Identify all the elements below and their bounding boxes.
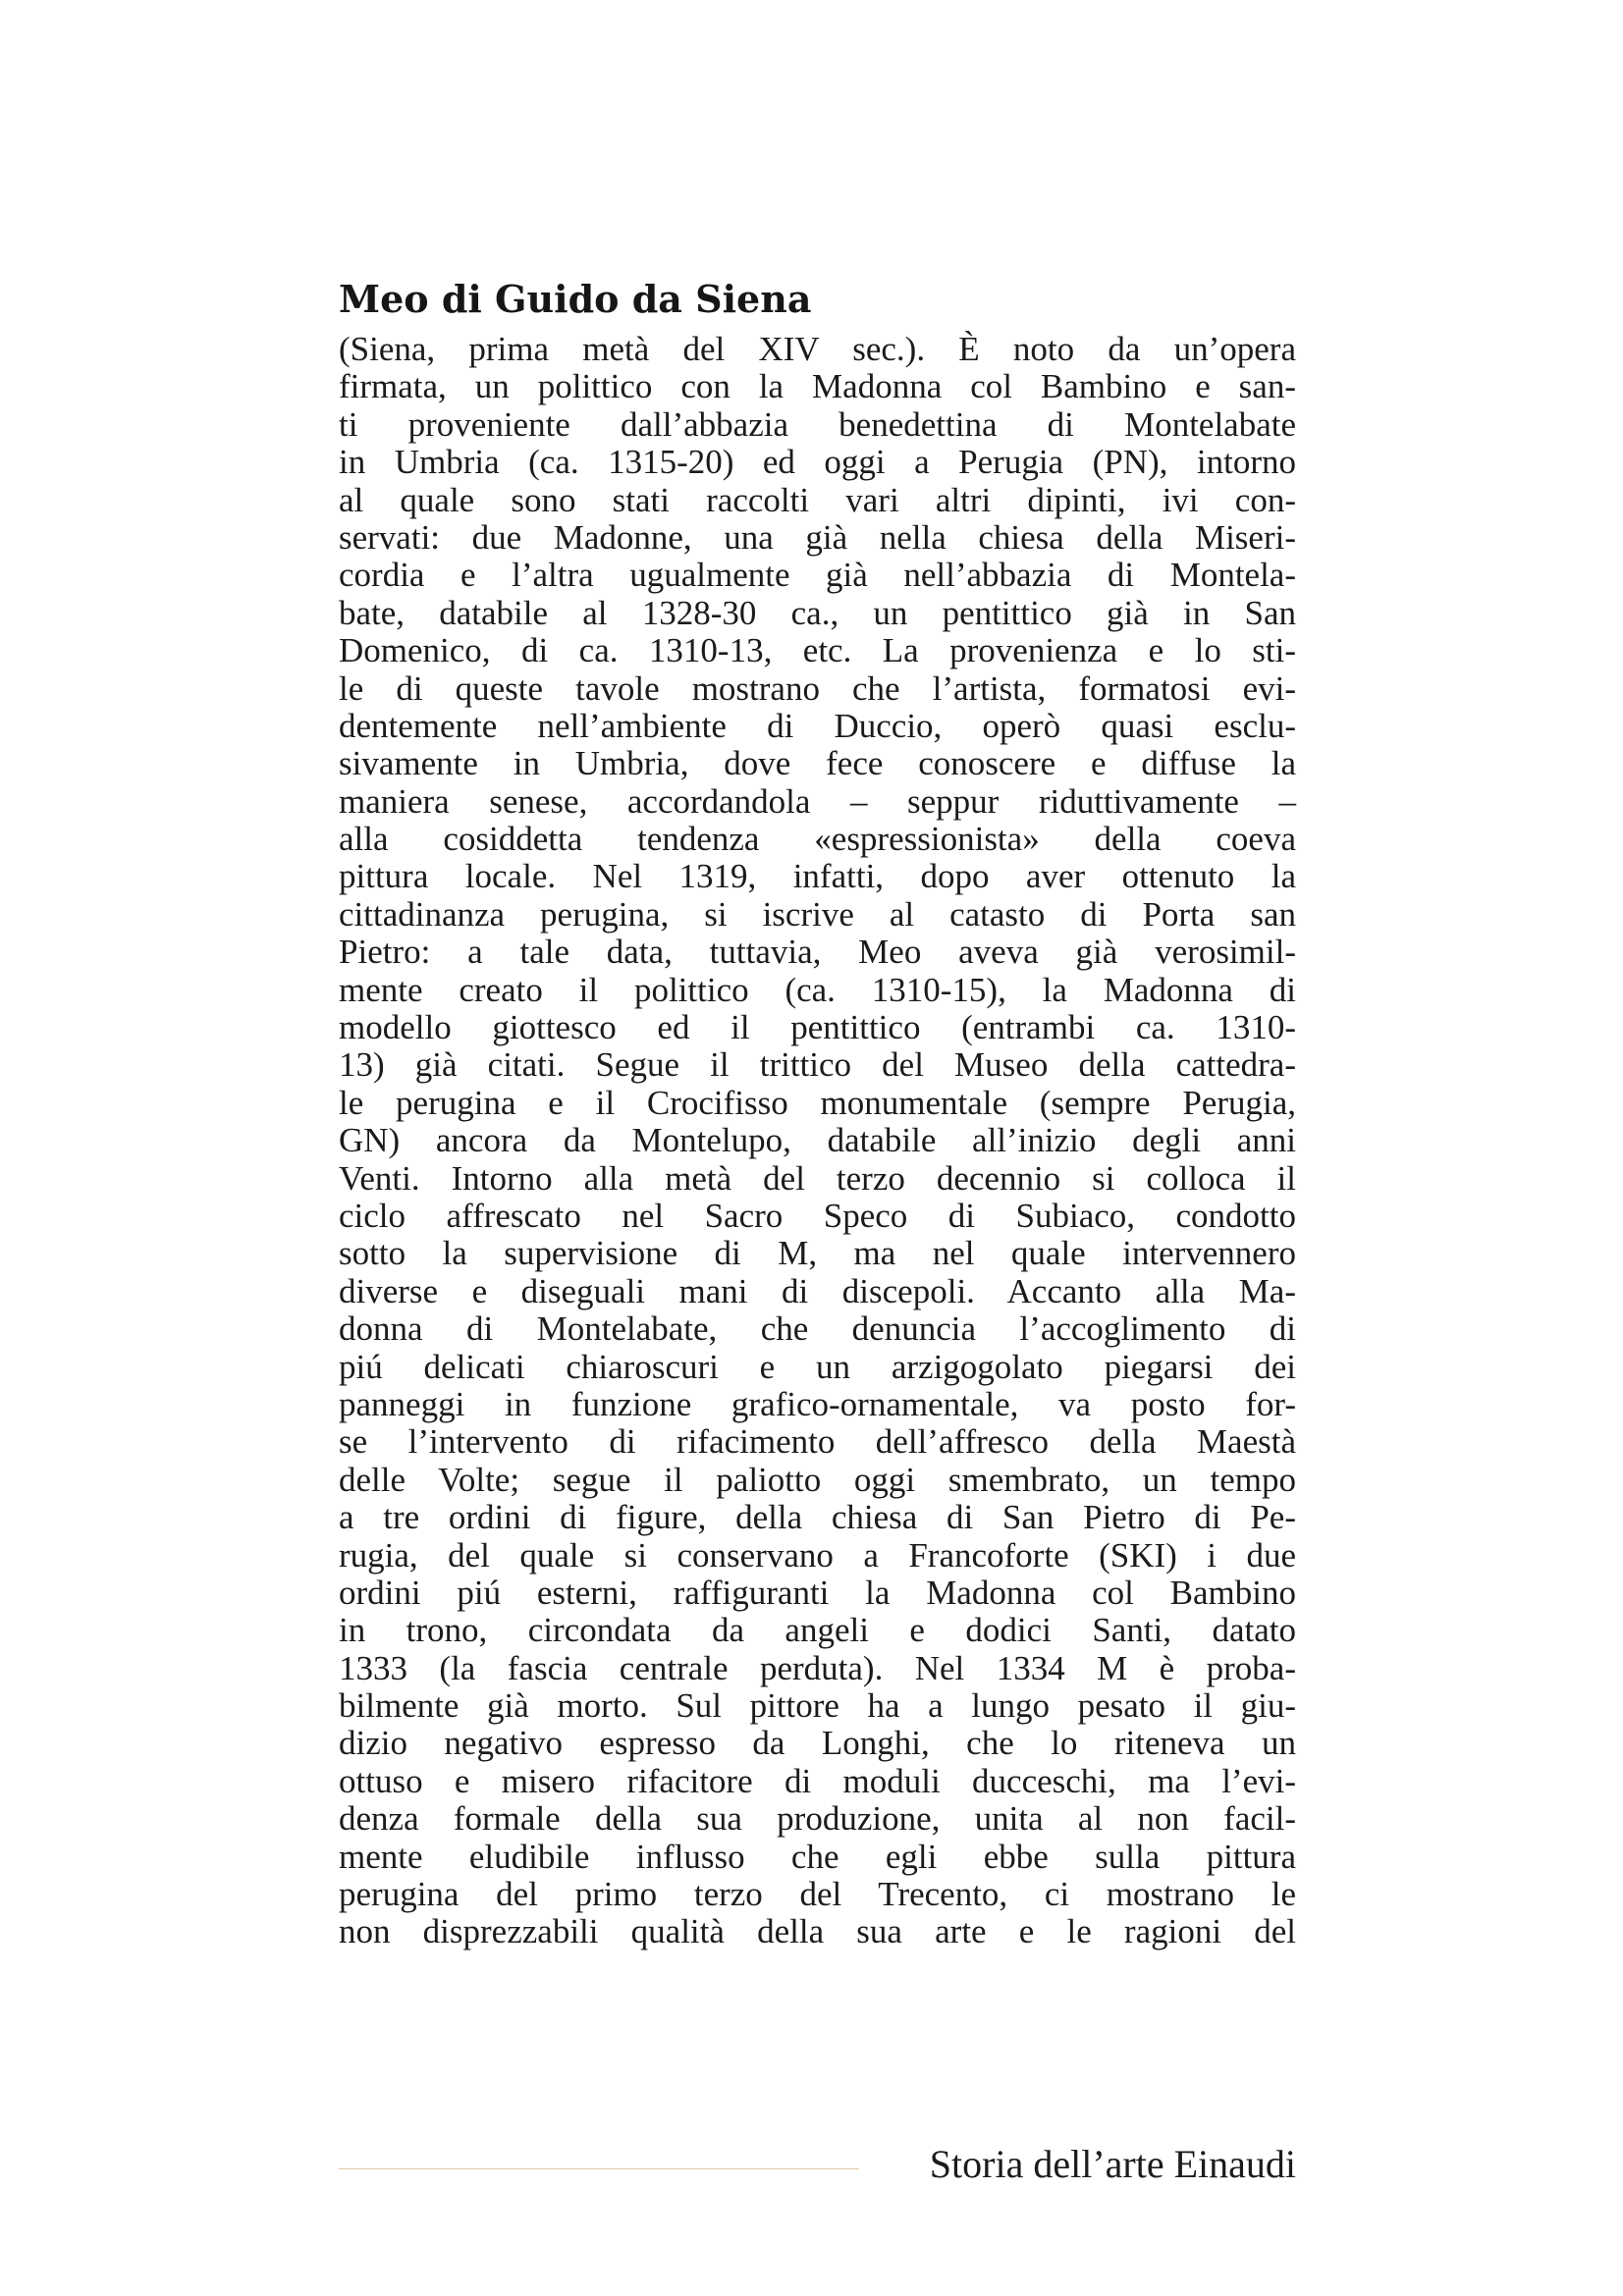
text-line: bate, databile al 1328-30 ca., un pentittico già in San bbox=[339, 593, 1296, 632]
text-line: donna di Montelabate, che denuncia l’accoglimento di bbox=[339, 1309, 1296, 1349]
text-line: (Siena, prima metà del XIV sec.). È noto da un’opera bbox=[339, 330, 1296, 368]
text-line: le perugina e il Crocifisso monumentale (sempre Perugia, bbox=[339, 1083, 1296, 1122]
text-line: ordini piú esterni, raffiguranti la Madonna col Bambino bbox=[339, 1573, 1296, 1612]
article-body bbox=[339, 331, 1296, 1951]
text-line: delle Volte; segue il paliotto oggi smembrato, un tempo bbox=[339, 1460, 1296, 1499]
text-line: Venti. Intorno alla metà del terzo decennio si colloca il bbox=[339, 1158, 1296, 1198]
page-footer bbox=[339, 2140, 1296, 2189]
text-line: cittadinanza perugina, si iscrive al catasto di Porta san bbox=[339, 894, 1296, 934]
text-line: alla cosiddetta tendenza «espressionista» della coeva bbox=[339, 820, 1296, 859]
text-line: se l’intervento di rifacimento dell’affresco della Maestà bbox=[339, 1422, 1296, 1462]
text-line: ti proveniente dall’abbazia benedettina di Montelabate bbox=[339, 404, 1296, 444]
text-line: sivamente in Umbria, dove fece conoscere e diffuse la bbox=[339, 744, 1296, 783]
text-line: GN) ancora da Montelupo, databile all’inizio degli anni bbox=[339, 1121, 1296, 1160]
text-line: sotto la supervisione di M, ma nel quale intervennero bbox=[339, 1234, 1296, 1273]
text-line: rugia, del quale si conservano a Francoforte (SKI) i due bbox=[339, 1535, 1296, 1575]
text-line: panneggi in funzione grafico-ornamentale, va posto for- bbox=[339, 1384, 1296, 1423]
text-line: non disprezzabili qualità della sua arte e le ragioni del bbox=[339, 1912, 1296, 1951]
text-line: ciclo affrescato nel Sacro Speco di Subiaco, condotto bbox=[339, 1196, 1296, 1235]
text-line: al quale sono stati raccolti vari altri dipinti, ivi con- bbox=[339, 480, 1296, 519]
text-line: in Umbria (ca. 1315-20) ed oggi a Perugia (PN), intorno bbox=[339, 443, 1296, 482]
footer-publication-title: Storia dell’arte Einaudi bbox=[929, 2142, 1296, 2186]
text-line: piú delicati chiaroscuri e un arzigogolato piegarsi dei bbox=[339, 1347, 1296, 1386]
text-line: a tre ordini di figure, della chiesa di San Pietro di Pe- bbox=[339, 1498, 1296, 1537]
text-line: perugina del primo terzo del Trecento, ci mostrano le bbox=[339, 1875, 1296, 1914]
text-line: in trono, circondata da angeli e dodici Santi, datato bbox=[339, 1611, 1296, 1650]
text-line: dentemente nell’ambiente di Duccio, operò quasi esclu- bbox=[339, 706, 1296, 745]
text-line: diverse e diseguali mani di discepoli. Accanto alla Ma- bbox=[339, 1271, 1296, 1310]
text-line: dizio negativo espresso da Longhi, che lo riteneva un bbox=[339, 1724, 1296, 1763]
text-line: mente eludibile influsso che egli ebbe sulla pittura bbox=[339, 1837, 1296, 1876]
text-line: pittura locale. Nel 1319, infatti, dopo aver ottenuto la bbox=[339, 857, 1296, 896]
text-line: firmata, un polittico con la Madonna col Bambino e san- bbox=[339, 367, 1296, 406]
page-title: Meo di Guido da Siena bbox=[339, 277, 812, 321]
text-line: Domenico, di ca. 1310-13, etc. La provenienza e lo sti- bbox=[339, 631, 1296, 670]
text-line: modello giottesco ed il pentittico (entrambi ca. 1310- bbox=[339, 1008, 1296, 1047]
text-line: denza formale della sua produzione, unita al non facil- bbox=[339, 1799, 1296, 1839]
text-line: Pietro: a tale data, tuttavia, Meo aveva già verosimil- bbox=[339, 933, 1296, 972]
text-line: cordia e l’altra ugualmente già nell’abbazia di Montela- bbox=[339, 556, 1296, 595]
footer-divider bbox=[339, 2168, 859, 2169]
text-line: 1333 (la fascia centrale perduta). Nel 1334 M è proba- bbox=[339, 1648, 1296, 1687]
text-line: maniera senese, accordandola – seppur riduttivamente – bbox=[339, 781, 1296, 821]
text-line: servati: due Madonne, una già nella chiesa della Miseri- bbox=[339, 517, 1296, 557]
text-line: ottuso e misero rifacitore di moduli ducceschi, ma l’evi- bbox=[339, 1761, 1296, 1800]
text-line: le di queste tavole mostrano che l’artista, formatosi evi- bbox=[339, 668, 1296, 708]
text-line: 13) già citati. Segue il trittico del Museo della cattedra- bbox=[339, 1045, 1296, 1085]
text-line: bilmente già morto. Sul pittore ha a lungo pesato il giu- bbox=[339, 1686, 1296, 1726]
text-line: mente creato il polittico (ca. 1310-15), la Madonna di bbox=[339, 970, 1296, 1009]
